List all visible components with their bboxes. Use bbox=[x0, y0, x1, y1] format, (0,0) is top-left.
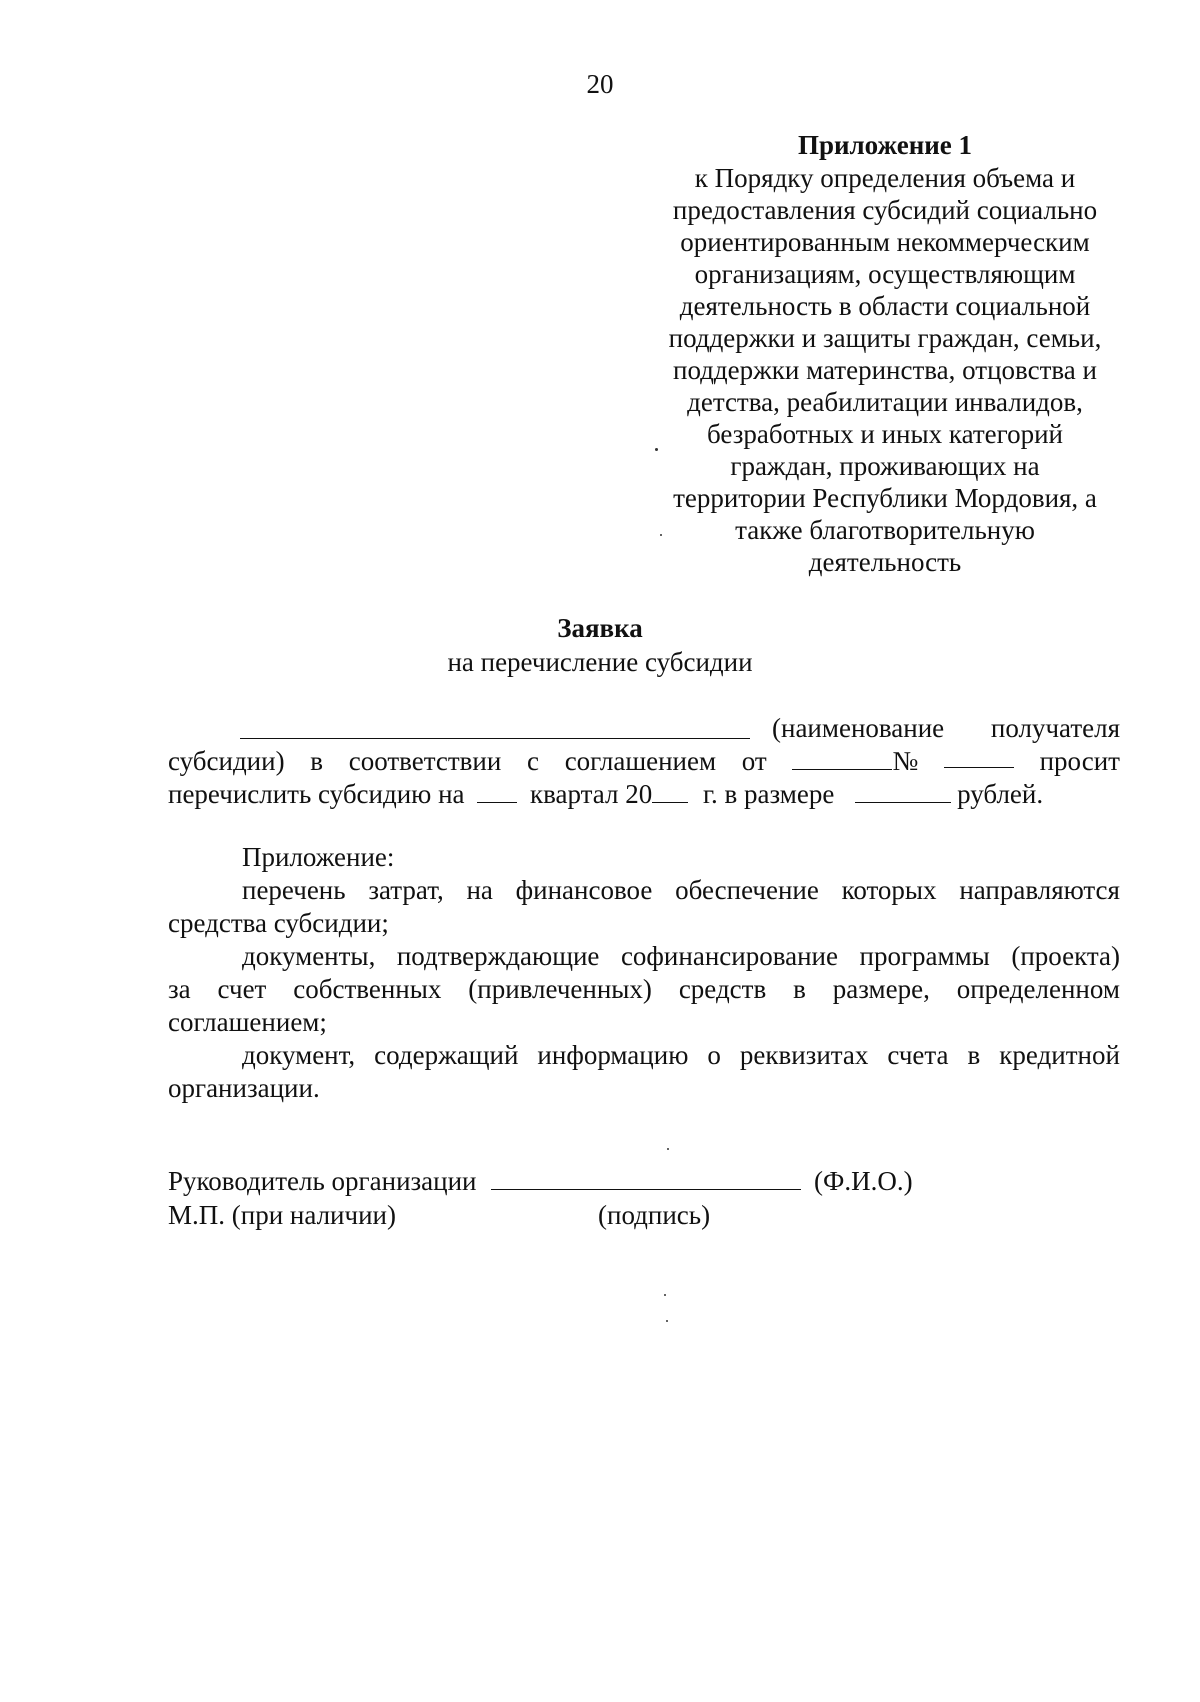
word: перечень bbox=[242, 875, 346, 905]
attachment-item-2-line-1 bbox=[168, 940, 1120, 973]
appendix-line: безработных и иных категорий bbox=[707, 419, 1063, 449]
paragraph-line-3 bbox=[168, 778, 1120, 811]
appendix-line: поддержки и защиты граждан, семьи, bbox=[668, 323, 1102, 353]
agreement-number-group bbox=[792, 745, 918, 778]
word: программы bbox=[859, 941, 990, 971]
amount-field[interactable] bbox=[855, 780, 951, 803]
quarter-field[interactable] bbox=[477, 780, 517, 803]
word: кредитной bbox=[999, 1040, 1120, 1070]
appendix-line: также благотворительную bbox=[735, 515, 1035, 545]
word: в bbox=[310, 746, 324, 776]
scan-speck bbox=[667, 1148, 669, 1150]
word: реквизитах bbox=[739, 1040, 869, 1070]
request-subtitle: на перечисление субсидии bbox=[447, 647, 753, 677]
request-paragraph bbox=[168, 712, 1120, 811]
scan-speck bbox=[666, 1320, 668, 1322]
agreement-date-field[interactable] bbox=[792, 747, 892, 770]
word: документы, bbox=[242, 941, 376, 971]
scan-speck bbox=[660, 534, 662, 536]
label-poluchatelya: получателя bbox=[990, 713, 1120, 743]
head-label: Руководитель организации bbox=[168, 1166, 477, 1196]
appendix-line: территории Республики Мордовия, а bbox=[673, 483, 1097, 513]
word: направляются bbox=[959, 875, 1120, 905]
attachment-item-1-line-2: средства субсидии; bbox=[168, 908, 389, 938]
word: за bbox=[168, 974, 191, 1004]
word: затрат, bbox=[368, 875, 444, 905]
word: размере, bbox=[832, 974, 930, 1004]
word: содержащий bbox=[374, 1040, 519, 1070]
word: финансовое bbox=[515, 875, 653, 905]
attachment-item-1-line-1 bbox=[168, 874, 1120, 907]
word: документ, bbox=[242, 1040, 356, 1070]
attachment-item-2-line-3: соглашением; bbox=[168, 1007, 327, 1037]
signature-block bbox=[168, 1164, 913, 1232]
signature-field[interactable] bbox=[491, 1167, 801, 1190]
paragraph-line-2 bbox=[168, 745, 1120, 778]
page-number: 20 bbox=[586, 69, 614, 99]
word: обеспечение bbox=[675, 875, 819, 905]
appendix-line: деятельность bbox=[808, 547, 962, 577]
agreement-number-field[interactable] bbox=[944, 745, 1014, 768]
word: о bbox=[707, 1040, 721, 1070]
request-title: Заявка bbox=[557, 613, 643, 643]
appendix-header bbox=[650, 128, 1120, 578]
word: подтверждающие bbox=[396, 941, 600, 971]
word: просит bbox=[1039, 746, 1120, 776]
appendix-line: поддержки материнства, отцовства и bbox=[673, 355, 1097, 385]
word: счета bbox=[887, 1040, 949, 1070]
appendix-line: деятельность в области социальной bbox=[679, 291, 1091, 321]
label-kvartal: квартал 20 bbox=[530, 779, 653, 809]
paragraph-line-1 bbox=[168, 712, 1120, 745]
label-naimenovanie: (наименование bbox=[772, 713, 945, 743]
appendix-line: к Порядку определения объема и bbox=[694, 163, 1076, 193]
signature-line-1 bbox=[168, 1164, 913, 1198]
label-perechislit: перечислить субсидию на bbox=[168, 779, 465, 809]
word: в bbox=[967, 1040, 981, 1070]
word: с bbox=[527, 746, 539, 776]
appendix-line: детства, реабилитации инвалидов, bbox=[687, 387, 1083, 417]
word: от bbox=[741, 746, 767, 776]
attachments-heading: Приложение: bbox=[242, 842, 395, 872]
attachment-item-3-line-1 bbox=[168, 1039, 1120, 1072]
word: соглашением bbox=[564, 746, 717, 776]
attachments-section bbox=[168, 841, 1120, 1105]
recipient-name-field[interactable] bbox=[240, 716, 750, 739]
word: субсидии) bbox=[168, 746, 285, 776]
attachment-item-2-line-2 bbox=[168, 973, 1120, 1006]
appendix-line: ориентированным некоммерческим bbox=[680, 227, 1090, 257]
scan-speck bbox=[655, 448, 658, 451]
year-field[interactable] bbox=[652, 780, 688, 803]
seal-label: М.П. (при наличии) bbox=[168, 1200, 396, 1230]
scan-speck bbox=[664, 1294, 666, 1296]
label-v-razmere: г. в размере bbox=[703, 779, 835, 809]
appendix-line: организациям, осуществляющим bbox=[694, 259, 1076, 289]
word: информацию bbox=[537, 1040, 689, 1070]
word: которых bbox=[841, 875, 937, 905]
label-rubley: рублей. bbox=[957, 779, 1044, 809]
word: софинансирование bbox=[620, 941, 838, 971]
sign-label: (подпись) bbox=[598, 1200, 711, 1230]
appendix-title: Приложение 1 bbox=[797, 130, 973, 160]
word: соответствии bbox=[348, 746, 502, 776]
number-sign: № bbox=[892, 746, 919, 776]
word: в bbox=[793, 974, 806, 1004]
word: на bbox=[466, 875, 493, 905]
word: собственных bbox=[293, 974, 442, 1004]
word: определенном bbox=[956, 974, 1120, 1004]
signature-line-2 bbox=[168, 1198, 913, 1232]
word: (привлеченных) bbox=[468, 974, 652, 1004]
fio-label: (Ф.И.О.) bbox=[814, 1166, 913, 1196]
word: счет bbox=[217, 974, 267, 1004]
appendix-line: граждан, проживающих на bbox=[730, 451, 1040, 481]
appendix-line: предоставления субсидий социально bbox=[672, 195, 1098, 225]
word: (проекта) bbox=[1011, 941, 1120, 971]
word: средств bbox=[678, 974, 767, 1004]
attachment-item-3-line-2: организации. bbox=[168, 1073, 320, 1103]
